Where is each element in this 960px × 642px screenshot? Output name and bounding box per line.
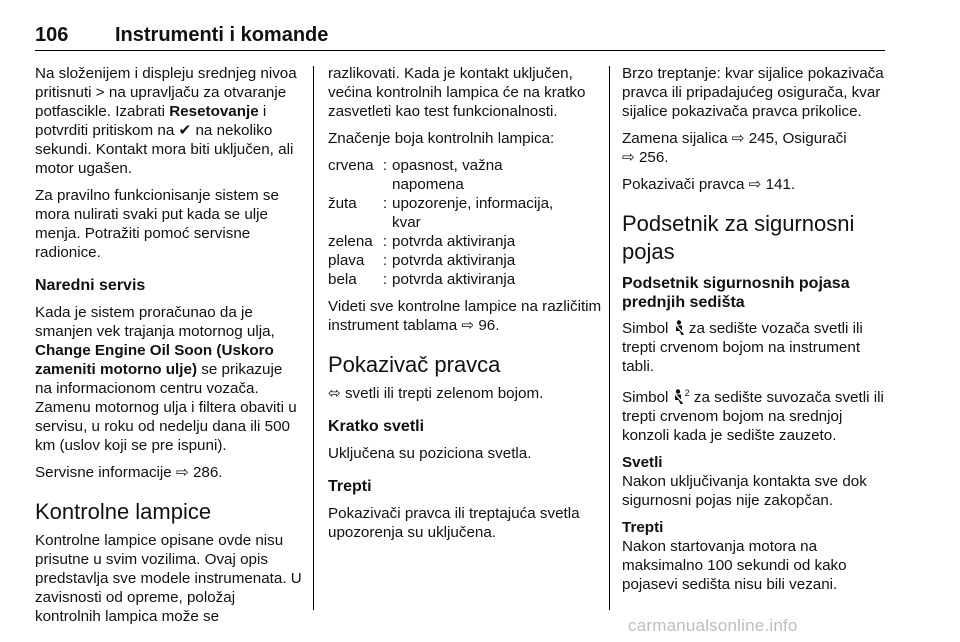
heading-seatbelt-reminder: Podsetnik za sigurnosni pojas (622, 211, 855, 264)
color-meaning: potvrda aktiviranja (392, 271, 516, 288)
table-row (328, 156, 577, 194)
paragraph: Nakon startovanja motora na maksimalno 100 sekundi od kako pojasevi sedišta nisu bili vezani. (622, 538, 847, 594)
separator: : (382, 195, 388, 212)
paragraph: Pokazivači pravca ili treptajuća svetla upozorenja su uključena. (328, 505, 580, 541)
page-ref[interactable]: 256. (638, 149, 669, 166)
heading-short-light: Kratko svetli (328, 418, 425, 435)
page-ref[interactable]: 96. (478, 317, 500, 334)
table-row (328, 251, 577, 270)
color-meaning: opasnost, važna napomena (392, 157, 503, 193)
page-ref-icon: ⇨ (622, 148, 635, 166)
seatbelt-icon (673, 320, 685, 336)
color-name: crvena (328, 157, 374, 174)
text: Zamena sijalica (622, 130, 732, 147)
heading-control-lamps: Kontrolne lampice (35, 499, 212, 524)
page-ref-icon: ⇨ (748, 175, 762, 193)
text: na nekoliko sekundi. Kontakt mora biti uključen, ali motor ugašen. (35, 122, 294, 177)
text: za sedište suvozača svetli ili trepti crvenom bojom na srednjoj konzoli kada je sedište zauzeto. (622, 389, 884, 445)
column-divider (609, 66, 610, 610)
text: Na složenijem i displeju srednjeg nivoa pritisnuti (35, 65, 297, 101)
text: za sedište vozača svetli ili trepti crvenom bojom na instrument tabli. (622, 320, 863, 375)
color-name: bela (328, 271, 357, 288)
text: Pokazivači pravca (622, 176, 749, 193)
column-right (622, 64, 890, 602)
separator: : (382, 271, 388, 288)
page-header (35, 24, 885, 51)
page-ref[interactable]: 286. (192, 464, 223, 481)
column-left (35, 64, 303, 634)
heading-blink: Trepti (328, 478, 372, 495)
paragraph: Brzo treptanje: kvar sijalice pokazivača pravca ili pripadajućeg osigurača, kvar sijalice pokazivača pravca prikolice. (622, 65, 884, 120)
heading-next-service: Naredni servis (35, 277, 146, 294)
table-row (328, 232, 577, 251)
page-title: Instrumenti i komande (115, 24, 329, 46)
oil-paragraph (35, 303, 303, 455)
color-name: plava (328, 252, 365, 269)
separator: : (382, 252, 388, 269)
color-meaning: potvrda aktiviranja (392, 233, 516, 250)
paragraph: Kontrolne lampice opisane ovde nisu prisutne u svim vozilima. Ovaj opis predstavlja sve modele instrumenata. U zavisnosti od opreme, položaj kontrolnih lampica može se (35, 532, 302, 625)
lamp-color-table (328, 156, 577, 289)
text: se prikazuje na informacionom centru vozača. Zamenu motornog ulja i filtera obaviti u servisu, u roku od nedelju dana ili 500 km (uslov koji se pre ispuni). (35, 361, 297, 454)
color-meaning: potvrda aktiviranja (392, 252, 516, 269)
bulb-fuse-ref (622, 129, 890, 167)
color-meaning: upozorenje, informacija, kvar (392, 195, 554, 231)
page-ref-icon: ⇨ (461, 316, 475, 334)
paragraph: Značenje boja kontrolnih lampica: (328, 130, 555, 147)
column-divider (313, 66, 314, 610)
page-number: 106 (35, 24, 69, 46)
paragraph: Uključena su poziciona svetla. (328, 445, 532, 462)
text: i potvrditi pritiskom na (35, 103, 267, 139)
driver-belt-paragraph (622, 319, 890, 376)
instrument-ref (328, 297, 603, 335)
text: svetli ili trepti zelenom bojom. (340, 385, 544, 402)
reset-term: Resetovanje (169, 103, 259, 120)
text: na upravljaču za otvaranje potfascikle. Izabrati (35, 84, 287, 120)
seat-index: 2 (684, 388, 690, 398)
page-ref-icon: ⇨ (731, 129, 745, 147)
color-name: žuta (328, 195, 357, 212)
text: Servisne informacije (35, 464, 176, 481)
text: Simbol (622, 320, 673, 337)
page-ref[interactable]: 245, Osigurači (748, 130, 847, 147)
turn-signal-icon: ⬄ (328, 384, 341, 402)
turn-signal-ref (622, 175, 890, 194)
text: Kada je sistem proračunao da je smanjen vek trajanja motornog ulja, (35, 304, 275, 340)
arrow-right-icon: > (95, 84, 105, 101)
heading-lights-on: Svetli (622, 454, 663, 472)
page-ref[interactable]: 141. (765, 176, 796, 193)
separator: : (382, 157, 388, 174)
watermark: carmanualsonline.info (628, 616, 798, 635)
heading-turn-signal: Pokazivač pravca (328, 352, 501, 377)
passenger-seatbelt-icon (673, 389, 685, 405)
heading-blink: Trepti (622, 519, 664, 537)
color-name: zelena (328, 233, 373, 250)
oil-message: Change Engine Oil Soon (Uskoro zameniti motorno ulje) (35, 342, 274, 378)
check-icon: ✔ (178, 121, 192, 139)
paragraph: Nakon uključivanja kontakta sve dok sigurnosni pojas nije zakopčan. (622, 473, 867, 510)
turn-signal-paragraph (328, 384, 603, 403)
table-row (328, 270, 577, 289)
paragraph: razlikovati. Kada je kontakt uključen, većina kontrolnih lampica će na kratko zasvetleti kao test funkcionalnosti. (328, 65, 586, 120)
service-ref (35, 463, 303, 482)
heading-front-seatbelt: Podsetnik sigurnosnih pojasa prednjih sedišta (622, 275, 850, 311)
reset-paragraph (35, 64, 303, 178)
paragraph: Za pravilno funkcionisanje sistem se mora nulirati svaki put kada se ulje menja. Potražiti pomoć servisne radionice. (35, 187, 279, 261)
table-row (328, 194, 577, 232)
passenger-belt-paragraph (622, 384, 890, 445)
column-middle (328, 64, 603, 550)
page-ref-icon: ⇨ (175, 463, 189, 481)
separator: : (382, 233, 388, 250)
text: Simbol (622, 389, 673, 407)
text: Videti sve kontrolne lampice na različitim instrument tablama (328, 298, 602, 334)
